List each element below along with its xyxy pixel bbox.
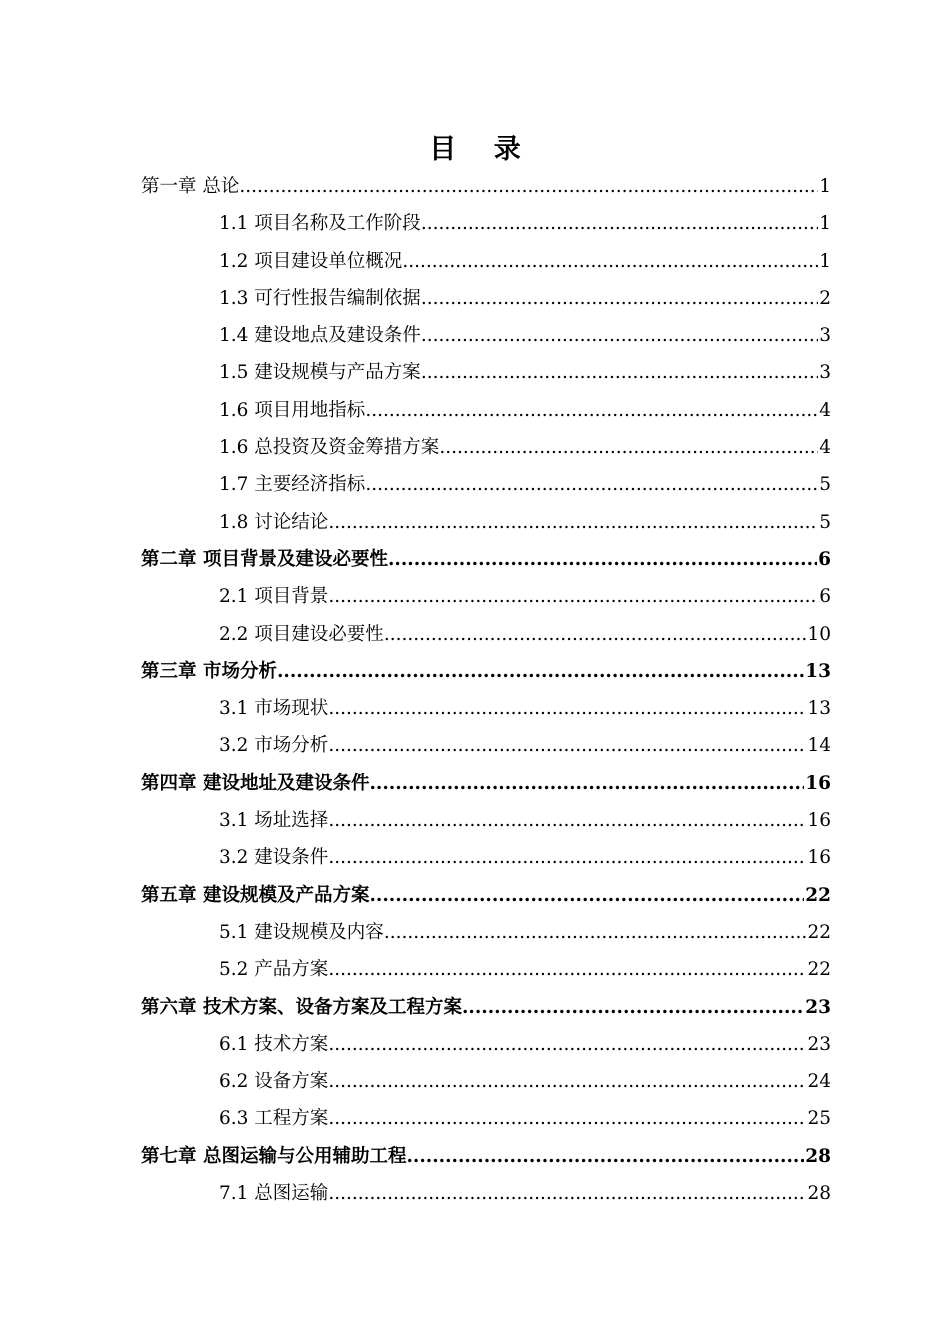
toc-entry-label: 第一章 总论 (141, 176, 240, 197)
toc-page-number: 25 (807, 1108, 831, 1130)
toc-dot-leader (328, 1100, 806, 1137)
toc-dot-leader (369, 765, 804, 802)
toc-page-number: 6 (819, 586, 831, 608)
toc-dot-leader (328, 802, 806, 839)
toc-entry-label: 5.1 建设规模及内容 (219, 921, 384, 943)
toc-section-entry[interactable] (141, 205, 831, 242)
toc-dot-leader (384, 616, 807, 653)
toc-entry-label: 3.1 场址选择 (219, 810, 329, 832)
toc-page-number: 23 (807, 1033, 831, 1055)
toc-page-number: 22 (807, 959, 831, 981)
toc-dot-leader (402, 243, 818, 280)
page-title: 目 录 (429, 134, 535, 165)
toc-entry-label: 1.4 建设地点及建设条件 (219, 325, 421, 347)
toc-entry-label: 第七章 总图运输与公用辅助工程 (141, 1145, 407, 1167)
toc-page-number: 6 (818, 548, 831, 570)
toc-dot-leader (328, 951, 806, 988)
toc-dot-leader (328, 727, 806, 764)
toc-dot-leader (406, 1138, 804, 1175)
toc-section-entry[interactable] (141, 690, 831, 727)
toc-section-entry[interactable] (141, 280, 831, 317)
toc-page-number: 3 (819, 325, 831, 347)
toc-entry-label: 第二章 项目背景及建设必要性 (141, 548, 388, 570)
toc-entry-label: 3.1 市场现状 (219, 698, 329, 720)
toc-page-number: 28 (807, 1183, 831, 1205)
toc-page-number: 16 (807, 847, 831, 869)
toc-entry-label: 1.7 主要经济指标 (219, 474, 366, 496)
toc-section-entry[interactable] (141, 839, 831, 876)
toc-dot-leader (462, 989, 804, 1026)
toc-dot-leader (421, 280, 818, 317)
toc-section-entry[interactable] (141, 354, 831, 391)
toc-dot-leader (421, 317, 818, 354)
toc-chapter-entry[interactable] (141, 653, 831, 690)
toc-entry-label: 1.6 项目用地指标 (219, 399, 366, 421)
toc-section-entry[interactable] (141, 578, 831, 615)
toc-entry-label: 6.2 设备方案 (219, 1071, 329, 1093)
toc-section-entry[interactable] (141, 802, 831, 839)
toc-entry-label: 第三章 市场分析 (141, 660, 277, 682)
toc-entry-label: 6.1 技术方案 (219, 1033, 329, 1055)
toc-page-number: 28 (805, 1145, 831, 1167)
toc-page-number: 13 (807, 698, 831, 720)
toc-dot-leader (421, 354, 818, 391)
toc-page-number: 4 (819, 437, 831, 459)
toc-page-number: 1 (819, 250, 831, 272)
toc-dot-leader (328, 578, 818, 615)
toc-dot-leader (328, 839, 806, 876)
toc-page-number: 23 (805, 996, 831, 1018)
toc-dot-leader (384, 914, 807, 951)
toc-section-entry[interactable] (141, 1100, 831, 1137)
toc-entry-label: 1.1 项目名称及工作阶段 (219, 213, 421, 235)
toc-entry-label: 第六章 技术方案、设备方案及工程方案 (141, 996, 462, 1018)
toc-section-entry[interactable] (141, 1026, 831, 1063)
toc-dot-leader (239, 168, 818, 205)
toc-dot-leader (328, 1175, 806, 1212)
toc-section-entry[interactable] (141, 429, 831, 466)
toc-section-entry[interactable] (141, 466, 831, 503)
toc-chapter-entry[interactable] (141, 1138, 831, 1175)
toc-dot-leader (365, 392, 818, 429)
toc-entry-label: 1.6 总投资及资金筹措方案 (219, 437, 440, 459)
toc-page-number: 3 (819, 362, 831, 384)
toc-section-entry[interactable] (141, 1175, 831, 1212)
toc-section-entry[interactable] (141, 504, 831, 541)
toc-page-number: 14 (807, 735, 831, 757)
toc-page-number: 5 (819, 474, 831, 496)
toc-page-number: 22 (807, 921, 831, 943)
toc-chapter-entry[interactable] (141, 877, 831, 914)
toc-page-number: 1 (819, 213, 831, 235)
toc-dot-leader (328, 1063, 806, 1100)
toc-entry-label: 6.3 工程方案 (219, 1108, 329, 1130)
toc-entry-label: 2.2 项目建设必要性 (219, 623, 384, 645)
toc-page-number: 2 (819, 287, 831, 309)
toc-entry-label: 5.2 产品方案 (219, 959, 329, 981)
toc-page-number: 16 (805, 772, 831, 794)
toc-chapter-entry[interactable] (141, 765, 831, 802)
toc-dot-leader (277, 653, 804, 690)
toc-page-number: 1 (819, 176, 831, 197)
toc-entry-label: 7.1 总图运输 (219, 1183, 329, 1205)
toc-section-entry[interactable] (141, 243, 831, 280)
toc-page-number: 4 (819, 399, 831, 421)
toc-entry-label: 第五章 建设规模及产品方案 (141, 884, 370, 906)
toc-section-entry[interactable] (141, 1063, 831, 1100)
toc-entry-label: 第四章 建设地址及建设条件 (141, 772, 370, 794)
toc-entry-label: 1.5 建设规模与产品方案 (219, 362, 421, 384)
toc-dot-leader (388, 541, 817, 578)
toc-page-number: 13 (805, 660, 831, 682)
toc-dot-leader (365, 466, 818, 503)
toc-section-entry[interactable] (141, 727, 831, 764)
toc-entry-label: 1.2 项目建设单位概况 (219, 250, 403, 272)
toc-entry-label: 1.8 讨论结论 (219, 511, 329, 533)
toc-chapter-entry[interactable] (141, 541, 831, 578)
toc-page-number: 5 (819, 511, 831, 533)
table-of-contents (141, 168, 831, 1212)
toc-dot-leader (328, 1026, 806, 1063)
toc-entry-label: 3.2 市场分析 (219, 735, 329, 757)
toc-page-number: 16 (807, 810, 831, 832)
toc-dot-leader (328, 690, 806, 727)
toc-dot-leader (328, 504, 818, 541)
toc-section-entry[interactable] (141, 951, 831, 988)
toc-dot-leader (421, 205, 818, 242)
toc-entry-label: 3.2 建设条件 (219, 847, 329, 869)
toc-section-entry[interactable] (141, 616, 831, 653)
toc-chapter-entry[interactable] (141, 989, 831, 1026)
toc-section-entry[interactable] (141, 392, 831, 429)
toc-section-entry[interactable] (141, 317, 831, 354)
toc-page-number: 10 (807, 623, 831, 645)
toc-page-number: 24 (807, 1071, 831, 1093)
toc-entry-label: 2.1 项目背景 (219, 586, 329, 608)
toc-entry-label: 1.3 可行性报告编制依据 (219, 287, 421, 309)
toc-page-number: 22 (805, 884, 831, 906)
toc-dot-leader (439, 429, 818, 466)
toc-section-entry[interactable] (141, 914, 831, 951)
toc-chapter-entry[interactable] (141, 168, 831, 205)
toc-dot-leader (369, 877, 804, 914)
